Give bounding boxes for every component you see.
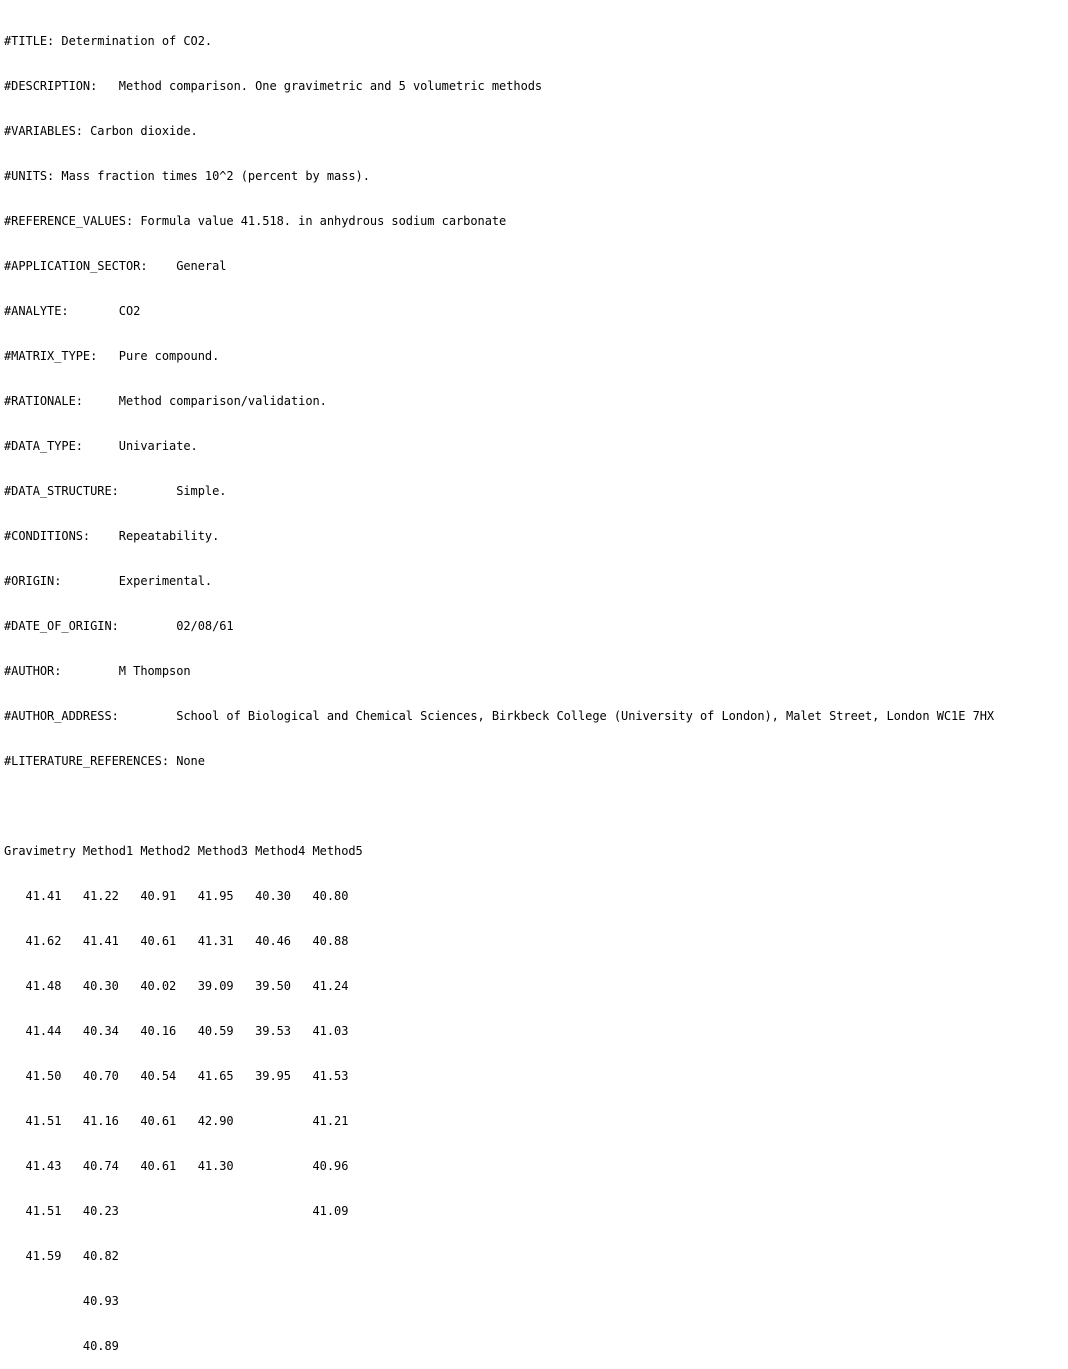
units-line: #UNITS: Mass fraction times 10^2 (percent by mass).: [4, 169, 370, 183]
reference-values-line: #REFERENCE_VALUES: Formula value 41.518. in anhydrous sodium carbonate: [4, 214, 507, 228]
table-row: 41.44 40.34 40.16 40.59 39.53 41.03: [4, 1024, 349, 1038]
data-structure-line: #DATA_STRUCTURE: Simple.: [4, 484, 227, 498]
table-header: Gravimetry Method1 Method2 Method3 Method4 Method5: [4, 844, 363, 858]
origin-line: #ORIGIN: Experimental.: [4, 574, 213, 588]
table-row: 41.43 40.74 40.61 41.30 40.96: [4, 1159, 349, 1173]
table-row: 41.48 40.30 40.02 39.09 39.50 41.24: [4, 979, 349, 993]
table-row: 41.59 40.82: [4, 1249, 119, 1263]
table-row: 41.62 41.41 40.61 41.31 40.46 40.88: [4, 934, 349, 948]
blank-line: [4, 799, 1068, 814]
application-sector-line: #APPLICATION_SECTOR: General: [4, 259, 227, 273]
conditions-line: #CONDITIONS: Repeatability.: [4, 529, 220, 543]
table-row: 40.89: [4, 1339, 119, 1353]
table-row: 41.51 41.16 40.61 42.90 41.21: [4, 1114, 349, 1128]
matrix-type-line: #MATRIX_TYPE: Pure compound.: [4, 349, 220, 363]
table-row: 40.93: [4, 1294, 119, 1308]
analyte-line: #ANALYTE: CO2: [4, 304, 141, 318]
data-type-line: #DATA_TYPE: Univariate.: [4, 439, 198, 453]
variables-line: #VARIABLES: Carbon dioxide.: [4, 124, 198, 138]
author-line: #AUTHOR: M Thompson: [4, 664, 191, 678]
author-address-line: #AUTHOR_ADDRESS: School of Biological and Chemical Sciences, Birkbeck College (University of London), Malet Street, London WC1E 7HX: [4, 709, 995, 723]
table-row: 41.51 40.23 41.09: [4, 1204, 349, 1218]
rationale-line: #RATIONALE: Method comparison/validation.: [4, 394, 327, 408]
literature-references-line: #LITERATURE_REFERENCES: None: [4, 754, 205, 768]
date-of-origin-line: #DATE_OF_ORIGIN: 02/08/61: [4, 619, 234, 633]
table-row: 41.41 41.22 40.91 41.95 40.30 40.80: [4, 889, 349, 903]
description-line: #DESCRIPTION: Method comparison. One gravimetric and 5 volumetric methods: [4, 79, 543, 93]
table-row: 41.50 40.70 40.54 41.65 39.95 41.53: [4, 1069, 349, 1083]
title-line: #TITLE: Determination of CO2.: [4, 34, 213, 48]
